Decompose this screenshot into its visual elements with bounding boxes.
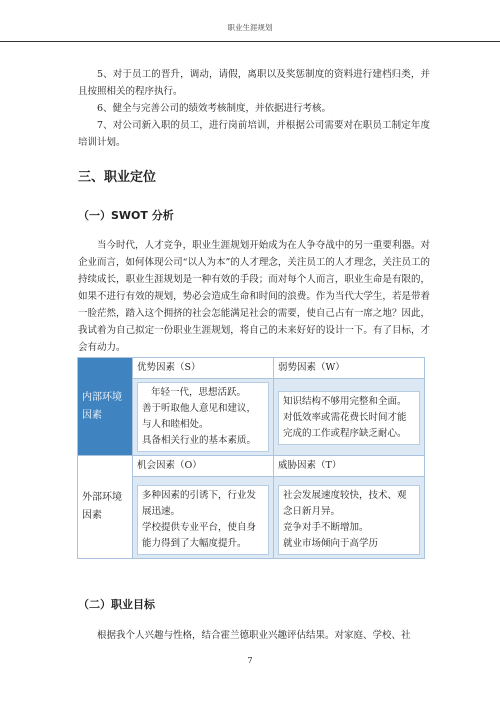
threats-cell xyxy=(274,477,425,559)
header-title: 职业生涯规划 xyxy=(227,23,273,32)
swot-paragraph: 当今时代，人才竞争，职业生涯规划开始成为在人争夺战中的另一重要利器。对企业而言，如何体现公司“以人为本”的人才理念，关注员工的人才理念，关注员工的持续成长，职业生涯规划是一种有效的手段；而对每个人而言，职业生命是有限的，如果不进行有效的规划，势必会造成生命和时间的浪费。作为当代大学生，若是带着一脸茫然，踏入这个拥挤的社会怎能满足社会的需要，使自己占有一席之地？因此，我试着为自己拟定一份职业生涯规划，将自己的未来好好的设计一下。有了目标，才会有动力。 xyxy=(78,240,430,353)
intro-item-5: 5、对于员工的晋升，调动，请假，离职以及奖惩制度的资料进行建档归类，并且按照相关的程序执行。 xyxy=(78,69,430,97)
threats-header: 威胁因素（T） xyxy=(274,456,425,477)
strengths-header: 优势因素（S） xyxy=(133,358,274,379)
opportunities-box xyxy=(137,485,269,555)
strengths-cell xyxy=(133,379,274,456)
subsection-title-swot: （一）SWOT 分析 xyxy=(78,209,174,222)
goal-paragraph: 根据我个人兴趣与性格，结合霍兰德职业兴趣评估结果。对家庭、学校、社 xyxy=(97,630,411,641)
external-factors-label: 外部环境因素 xyxy=(78,456,133,559)
opportunity-item: 多种因素的引诱下，行业发展迅速。 xyxy=(142,490,257,517)
opportunities-cell xyxy=(133,477,274,559)
swot-table xyxy=(77,357,425,559)
internal-factors-label: 内部环境因素 xyxy=(78,358,133,456)
page-number: 7 xyxy=(247,656,253,665)
weaknesses-box xyxy=(278,391,420,445)
threat-item: 社会发展速度较快，技术、观念日新月异。 xyxy=(283,490,407,517)
section-title: 三、职业定位 xyxy=(78,170,157,185)
weaknesses-header: 弱势因素（W） xyxy=(274,358,425,379)
threat-item: 竞争对手不断增加。 xyxy=(283,522,369,533)
opportunity-item: 学校提供专业平台，使自身能力得到了大幅度提升。 xyxy=(142,522,257,549)
subsection-title-goal: （二）职业目标 xyxy=(78,598,155,611)
intro-item-7: 7、对公司新入职的员工，进行岗前培训，并根据公司需要对在职员工制定年度培训计划。 xyxy=(78,120,430,148)
opportunities-header: 机会因素（O） xyxy=(133,456,274,477)
threat-item: 就业市场倾向于高学历 xyxy=(283,538,379,549)
weaknesses-cell xyxy=(274,379,425,456)
weakness-item: 知识结构不够用完整和全面。 xyxy=(283,396,407,407)
intro-item-6: 6、健全与完善公司的绩效考核制度，并依据进行考核。 xyxy=(97,103,332,114)
weakness-item: 对低效率或需花费长时间才能完成的工作或程序缺乏耐心。 xyxy=(283,412,407,439)
threats-box xyxy=(278,485,420,555)
strength-item: 具备相关行业的基本素质。 xyxy=(142,435,257,446)
strengths-box xyxy=(137,382,269,452)
strength-item: 善于听取他人意见和建议，与人和睦相处。 xyxy=(142,403,257,430)
strength-item: 年轻一代，思想活跃。 xyxy=(151,387,247,398)
page-header xyxy=(0,0,500,42)
